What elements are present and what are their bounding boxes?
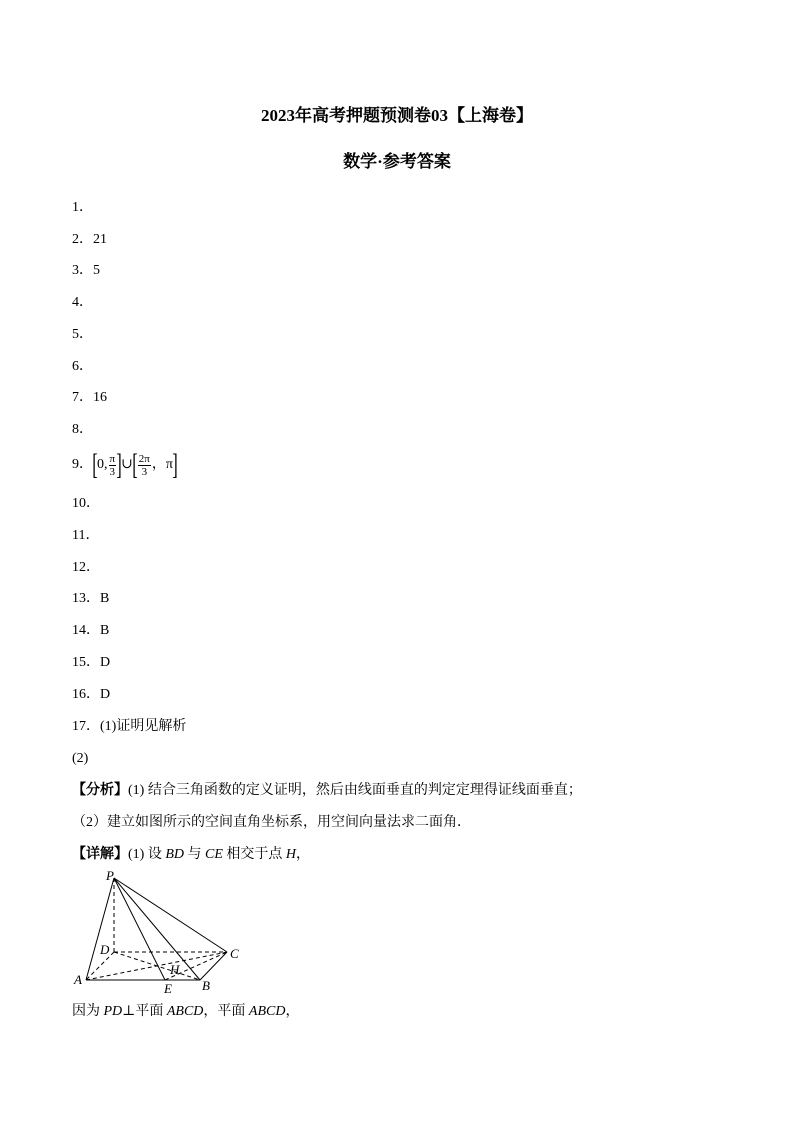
answer-item: 11． [72,528,100,543]
page-title: 2023年高考押题预测卷03【上海卷】 [261,106,533,125]
answer-part-2: (2) [72,751,89,766]
answer-item: 13．B [72,591,110,606]
answer-item-9: 9． [ 0, $\frac{\pi}{3}$ ] ∪ [ $\frac{2\pi}{3}$ ， π ] [72,448,178,481]
fraction: $\frac{\pi}{3}$ [109,452,116,478]
answer-item: 17．(1)证明见解析 [72,719,187,734]
answer-item: 7．16 [72,390,107,405]
label-E: E [164,981,172,996]
fraction: $\frac{2\pi}{3}$ [138,452,150,478]
label-H: H [170,962,180,977]
page-subtitle: 数学·参考答案 [343,152,451,171]
answer-item: 14．B [72,623,110,638]
answer-item: 6． [72,359,93,374]
detail-line-1: 【详解】(1) 设 BD 与 CE 相交于点 H， [72,847,311,862]
label-C: C [230,946,239,961]
answer-item: 1． [72,200,93,215]
answer-item: 3．5 [72,263,100,278]
answer-item: 12． [72,560,100,575]
detail-line-2: 因为 PD⊥平面 ABCD，平面 ABCD， [72,1004,300,1019]
answer-item: 15．D [72,655,111,670]
pyramid-figure [70,866,250,998]
answer-item: 16．D [72,687,111,702]
label-B: B [202,978,210,993]
analysis-line-2: （2）建立如图所示的空间直角坐标系，用空间向量法求二面角． [72,815,471,830]
answer-item: 8． [72,422,93,437]
answer-item: 4． [72,295,93,310]
answer-item: 5． [72,327,93,342]
answer-item: 2．21 [72,232,107,247]
label-D: D [100,942,110,957]
label-A: A [74,972,82,987]
analysis-line-1: 【分析】(1) 结合三角函数的定义证明，然后由线面垂直的判定定理得证线面垂直； [72,783,582,798]
label-P: P [106,868,114,883]
answer-item: 10． [72,496,100,511]
